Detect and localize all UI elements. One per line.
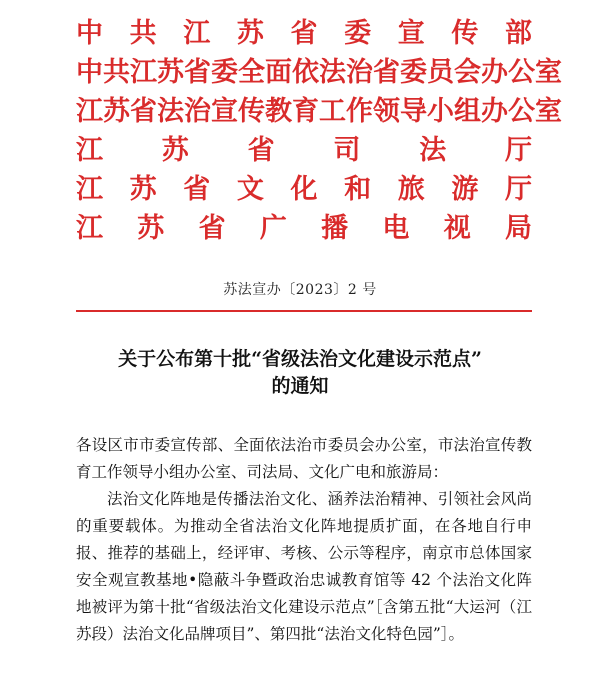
issuer-line: 中 共 江 苏 省 委 全 面 依 法 治 省 委 员 会 办 公 室 <box>76 57 562 88</box>
issuer-line: 江 苏 省 文 化 和 旅 游 厅 <box>76 174 532 205</box>
issuer-line: 江 苏 省 司 法 厅 <box>76 135 532 166</box>
document-body <box>76 432 532 648</box>
body-paragraph: 法治文化阵地是传播法治文化、涵养法治精神、引领社会风尚的重要载体。为推动全省法治文化阵地提质扩面，在各地自行申报、推荐的基础上，经评审、考核、公示等程序，南京市总体国家安全观宣教基地•隐蔽斗争暨政治忠诚教育馆等 42 个法治文化阵地被评为第十批“省级法治文化建设示范点”［含第五批“大运河（江苏段）法治文化品牌项目”、第四批“法治文化特色园”］。 <box>76 490 532 643</box>
issuer-line: 中 共 江 苏 省 委 宣 传 部 <box>76 18 532 49</box>
issuer-line: 江 苏 省 广 播 电 视 局 <box>76 213 532 244</box>
title-line-2: 的通知 <box>271 375 329 397</box>
document-number: 苏法宣办〔2023〕2 号 <box>223 282 377 298</box>
issuer-line: 江 苏 省 法 治 宣 传 教 育 工 作 领 导 小 组 办 公 室 <box>76 96 562 127</box>
document-title <box>40 346 560 400</box>
red-divider <box>76 310 532 312</box>
salutation: 各设区市市委宣传部、全面依法治市委员会办公室，市法治宣传教育工作领导小组办公室、司法局、文化广电和旅游局： <box>76 436 532 481</box>
issuer-header <box>76 14 562 248</box>
title-line-1: 关于公布第十批“省级法治文化建设示范点” <box>118 348 482 370</box>
